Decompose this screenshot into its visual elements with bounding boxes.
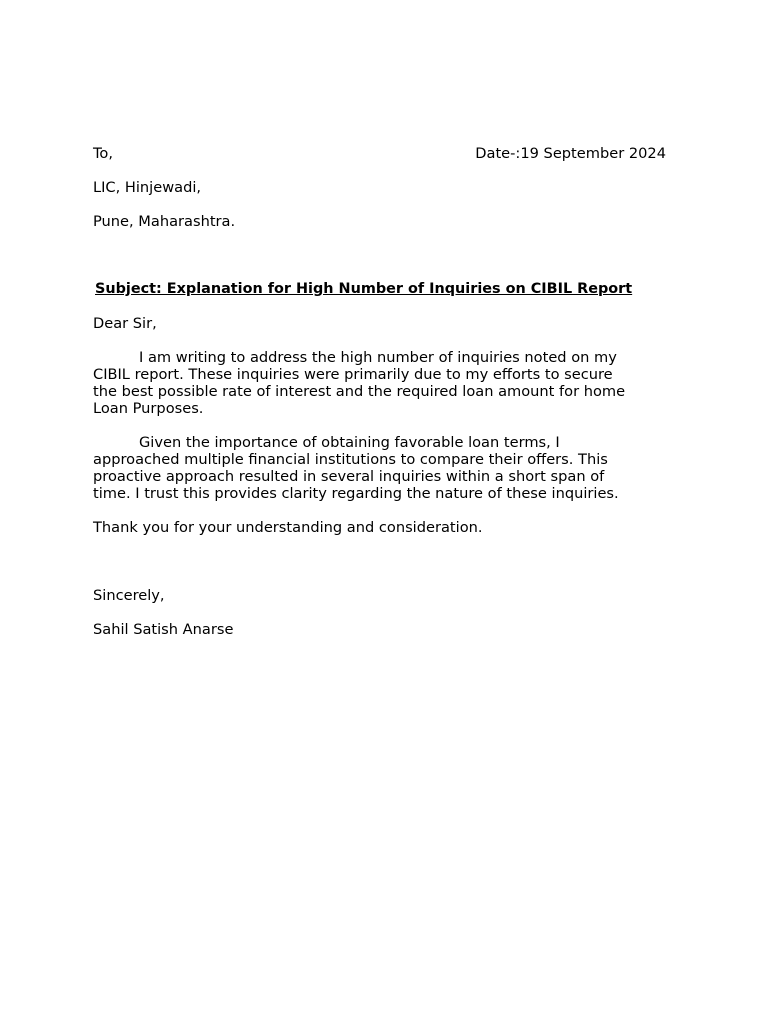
thanks-line: Thank you for your understanding and consideration. — [93, 519, 483, 536]
recipient-line-2: Pune, Maharashtra. — [93, 213, 236, 230]
subject-line: Subject: Explanation for High Number of Inquiries on CIBIL Report — [95, 281, 633, 297]
letter-date: Date-:19 September 2024 — [475, 145, 666, 162]
body-paragraph-2: Given the importance of obtaining favorable loan terms, I approached multiple financial institutions to compare their offers. This proactive approach resulted in several inquiries within a short span of time. I trust this provides clarity regarding the nature of these inquiries. — [93, 434, 619, 502]
to-label: To, — [93, 145, 114, 162]
letter-body — [93, 145, 673, 638]
recipient-line-1: LIC, Hinjewadi, — [93, 179, 202, 196]
body-paragraph-1: I am writing to address the high number of inquiries noted on my CIBIL report. These inquiries were primarily due to my efforts to secure the best possible rate of interest and the required loan amount for home Loan Purposes. — [93, 349, 626, 417]
signature-name: Sahil Satish Anarse — [93, 621, 234, 638]
closing: Sincerely, — [93, 587, 165, 604]
salutation: Dear Sir, — [93, 315, 157, 332]
letter-header — [93, 145, 673, 162]
